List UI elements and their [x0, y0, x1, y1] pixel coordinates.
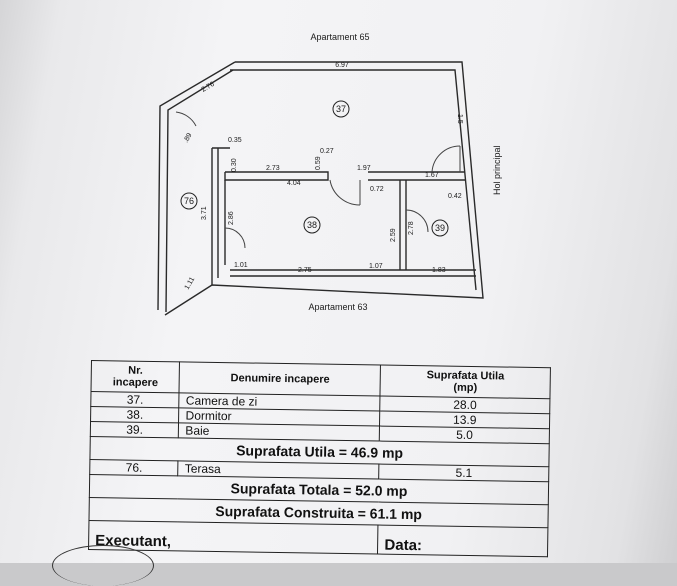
room-nr: 37. — [91, 392, 180, 408]
date-label: Data: — [378, 525, 548, 557]
dimension-label: 0.59 — [315, 156, 322, 170]
header-nr: Nr. incapere — [91, 361, 180, 393]
room-nr: 38. — [91, 407, 180, 423]
dimension-label: 2.59 — [390, 228, 397, 242]
executant-label: Executant, — [89, 520, 379, 554]
header-denumire: Denumire incapere — [179, 362, 380, 396]
header-suprafata: Suprafata Utila (mp) — [380, 365, 550, 399]
room-number: 37 — [335, 104, 347, 114]
room-nr: 39. — [90, 422, 179, 438]
dimension-label: 0.42 — [448, 193, 462, 200]
room-number: 76 — [183, 196, 195, 206]
room-number: 39 — [434, 223, 446, 233]
dimension-label: .89 — [182, 132, 194, 144]
area-table — [88, 360, 551, 557]
room-area: 13.9 — [380, 411, 550, 429]
dimension-label: 2.78 — [408, 221, 415, 235]
sum-construita: Suprafata Construita = 61.1 mp — [89, 497, 548, 527]
dimension-label: 0.72 — [370, 186, 384, 193]
neighbor-top-label: Apartament 65 — [310, 32, 370, 42]
room-nr: 76. — [90, 459, 179, 475]
dimension-label: 1.01 — [234, 262, 248, 269]
dimension-label: 1.83 — [432, 267, 446, 274]
dimension-label: 0.30 — [231, 158, 238, 172]
sum-totala: Suprafata Totala = 52.0 mp — [89, 474, 548, 504]
room-number: 38 — [306, 220, 318, 230]
room-area: 5.1 — [379, 464, 549, 482]
dimension-label: 1.5 — [456, 114, 463, 124]
dimension-label: 2.86 — [228, 211, 235, 225]
stamp-graphic — [52, 545, 154, 586]
sum-utila: Suprafata Utila = 46.9 mp — [90, 436, 549, 466]
dimension-label: 1.11 — [183, 276, 197, 291]
dimension-label: 2.75 — [298, 267, 312, 274]
dimension-label: 3.71 — [201, 206, 208, 220]
room-name: Baie — [179, 423, 380, 441]
dimension-label: 0.27 — [320, 148, 334, 155]
room-name: Terasa — [178, 461, 379, 479]
room-name: Dormitor — [179, 408, 380, 426]
room-name: Camera de zi — [179, 393, 380, 411]
dimension-label: 1.07 — [369, 263, 383, 270]
dimension-label: 4.04 — [287, 180, 301, 187]
room-area: 5.0 — [380, 426, 550, 444]
dimension-label: 1.97 — [357, 165, 371, 172]
dimension-label: 2.73 — [266, 165, 280, 172]
dimension-label: 2.76 — [200, 80, 216, 94]
dimension-label: 6.97 — [335, 62, 349, 69]
room-area: 28.0 — [380, 396, 550, 414]
neighbor-bottom-label: Apartament 63 — [308, 302, 368, 312]
entrance-label: Hol principal — [492, 145, 502, 195]
dimension-label: 0.35 — [228, 137, 242, 144]
dimension-label: 1.67 — [425, 172, 439, 179]
